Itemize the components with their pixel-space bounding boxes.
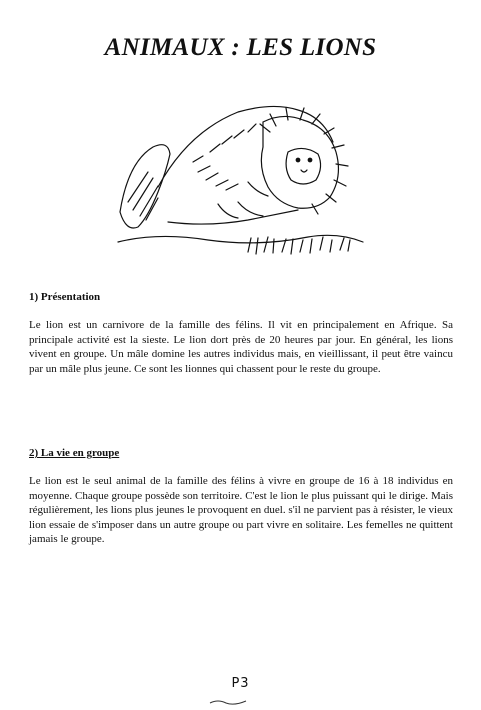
section-2-heading: 2) La vie en groupe [29,447,120,459]
scribble-mark-icon [208,697,248,707]
page-title: ANIMAUX : LES LIONS [104,34,377,61]
section-2-text: Le lion est le seul animal de la famille des félins à vivre en groupe de 16 à 18 individus en moyenne. Chaque groupe possède son territoire. C'est le lion le plus puissant qui le dirige. Mais régulièrement, les lions plus jeunes le provoquent en duel. s'il ne parvient pas à résister, le vieux lion essaie de s'imposer dans un autre groupe ou part vivre en solitaire. Les femelles ne quittent jamais le groupe. [29,475,453,546]
section-1-heading: 1) Présentation [29,291,101,303]
lion-illustration-icon [98,92,368,262]
section-1-text: Le lion est un carnivore de la famille des félins. Il vit en principalement en Afrique. Sa principale activité est la sieste. Le lion dort près de 20 heures par jour. En général, les lions vivent en groupe. Un mâle domine les autres individus mais, en vieillissant, il peut être vaincu par un mâle plus jeune. Ce sont les lionnes qui chassent pour le reste du groupe. [29,319,453,375]
page-number: P3 [231,676,250,691]
